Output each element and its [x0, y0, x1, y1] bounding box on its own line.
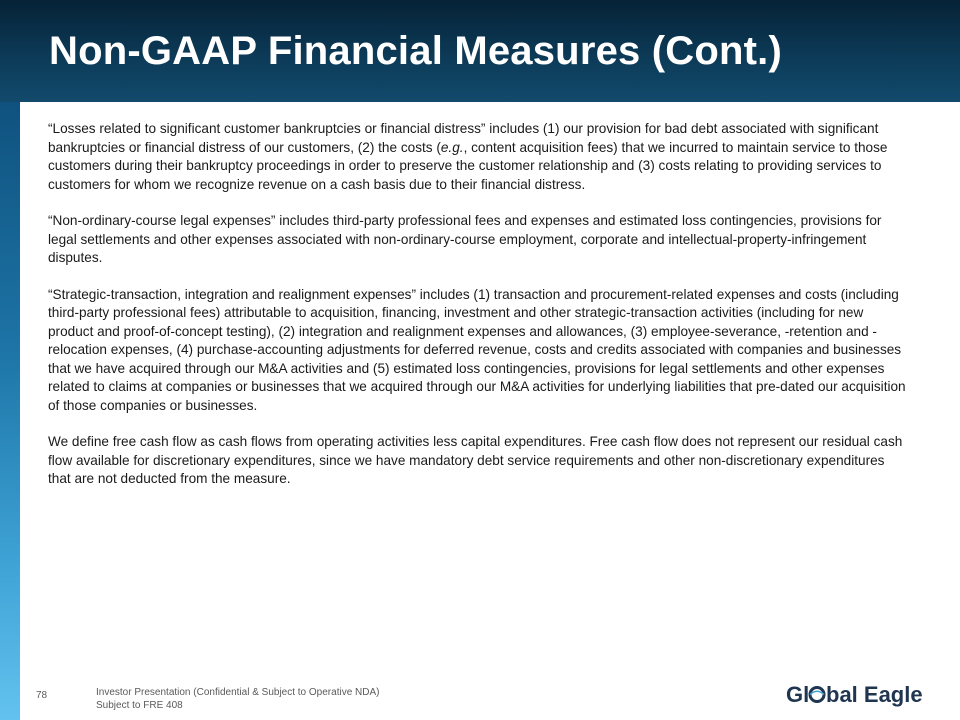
slide-body	[48, 120, 910, 507]
paragraph-strategic-transaction: “Strategic-transaction, integration and realignment expenses” includes (1) transaction and procurement-related expenses and costs (including third-party professional fees) attributable to acquisition, financing, investment and other strategic-transaction activities (including for new product and proof-of-concept testing), (2) integration and realignment expenses and allowances, (3) employee-severance, -retention and -relocation expenses, (4) purchase-accounting adjustments for deferred revenue, costs and credits associated with companies and businesses that we have acquired through our M&A activities and (5) estimated loss contingencies, provisions for legal settlements and other expenses related to claims at companies or businesses that we acquired through our M&A activities for underlying liabilities that pre-dated our acquisition of those companies or businesses.	[48, 286, 906, 413]
paragraph-text: “Losses related to significant customer bankruptcies or financial distress” includes (1) our provision for bad debt associated with significant bankruptcies or financial distress of our customers, (2) the costs (	[48, 121, 879, 155]
svg-text:bal Eagle: bal Eagle	[826, 682, 923, 707]
footer-disclaimer	[96, 686, 379, 712]
footer-line-2: Subject to FRE 408	[96, 700, 183, 711]
emphasis-text: e.g.	[440, 139, 464, 155]
paragraph-customer-bankruptcies	[48, 120, 910, 194]
left-accent-bar	[0, 102, 20, 720]
page-title: Non-GAAP Financial Measures (Cont.)	[49, 29, 783, 73]
page-number: 78	[36, 690, 48, 701]
globe-o-icon	[810, 688, 824, 702]
svg-text:Gl: Gl	[786, 682, 810, 707]
paragraph-text: , content acquisition fees) that we incurred to maintain service to those customers during their bankruptcy proceedings in order to preserve the customer relationship and (3) costs relating to providing services to customers for whom we recognize revenue on a cash basis due to their financial distress.	[48, 139, 888, 192]
paragraph-free-cash-flow: We define free cash flow as cash flows from operating activities less capital expenditures. Free cash flow does not represent our residual cash flow available for discretionary expenditures, since we have mandatory debt service requirements and other non-discretionary expenditures that are not deducted from the measure.	[48, 434, 903, 486]
header-banner	[0, 0, 960, 102]
global-eagle-logo	[786, 678, 926, 710]
paragraph-legal-expenses: “Non-ordinary-course legal expenses” includes third-party professional fees and expenses and estimated loss contingencies, provisions for legal settlements and other expenses associated with non-ordinary-course employment, corporate and intellectual-property-infringement disputes.	[48, 213, 882, 265]
footer-line-1: Investor Presentation (Confidential & Subject to Operative NDA)	[96, 687, 380, 698]
